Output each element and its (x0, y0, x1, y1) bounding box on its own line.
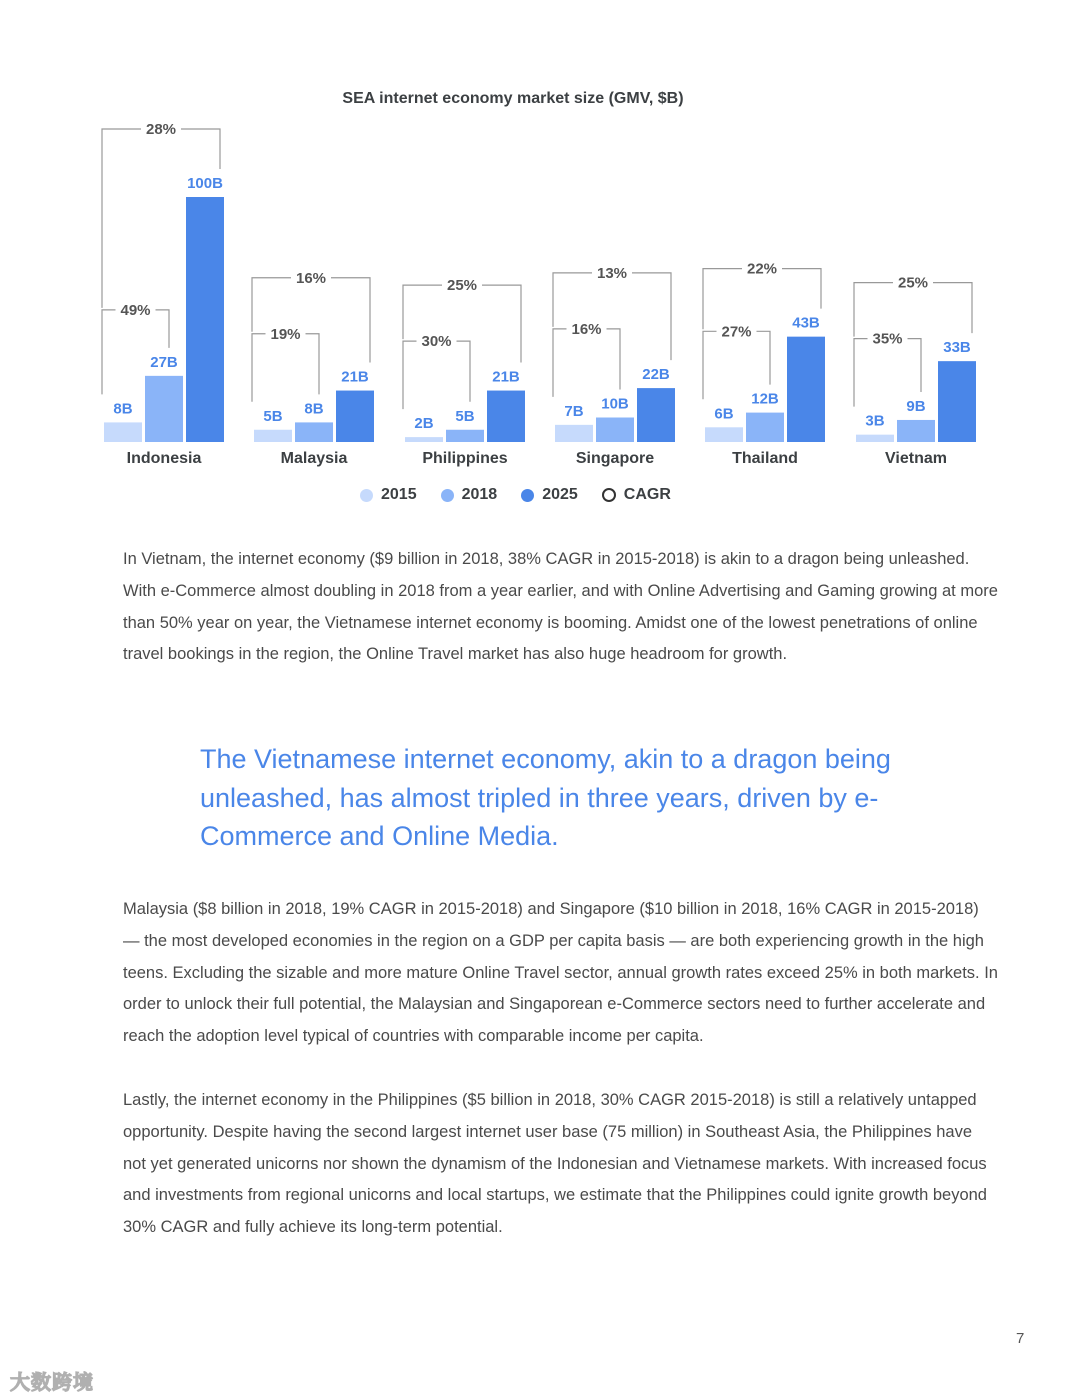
legend-swatch-2018 (441, 489, 454, 502)
cagr-bracket-right-2025-thailand (782, 269, 821, 309)
data-label-vietnam-2015: 3B (865, 412, 885, 430)
category-label-singapore: Singapore (575, 450, 655, 467)
cagr-bracket-right-2025-philippines (482, 285, 521, 362)
bar-philippines-2018 (446, 430, 484, 442)
bar-vietnam-2015 (856, 435, 894, 442)
cagr-bracket-right-2018-malaysia (306, 334, 320, 395)
data-label-malaysia-2025: 21B (341, 368, 369, 386)
bar-thailand-2025 (787, 337, 825, 442)
legend-label-2018: 2018 (461, 486, 498, 503)
legend-label-cagr: CAGR (623, 486, 671, 503)
cagr-bracket-right-2018-thailand (757, 331, 771, 384)
cagr-bracket-right-2018-singapore (607, 329, 621, 390)
cagr-bracket-left-2018-malaysia (252, 334, 266, 402)
data-label-malaysia-2018: 8B (304, 400, 324, 418)
cagr-bracket-right-2025-vietnam (933, 283, 972, 334)
cagr-label-2025-vietnam: 25% (897, 274, 929, 292)
category-label-philippines: Philippines (422, 450, 508, 467)
paragraph-vietnam: In Vietnam, the internet economy ($9 billion in 2018, 38% CAGR in 2015-2018) is akin to a dragon being unleashed. With e-Commerce almost doubling in 2018 from a year earlier, and with Online Advertising and Gaming growing at more than 50% year on year, the Vietnamese internet economy is booming. Amidst one of the lowest penetrations of online travel bookings in the region, the Online Travel market has also huge headroom for growth. (123, 550, 998, 664)
bar-philippines-2025 (487, 391, 525, 442)
legend-item-2025 (521, 486, 578, 504)
bar-singapore-2025 (637, 388, 675, 442)
cagr-label-2018-indonesia: 49% (120, 301, 151, 319)
chart-legend (360, 483, 671, 507)
data-label-vietnam-2025: 33B (943, 339, 971, 357)
page-number: 7 (1016, 1330, 1025, 1347)
bar-malaysia-2018 (295, 422, 333, 442)
legend-swatch-cagr (602, 488, 616, 502)
cagr-bracket-left-2018-singapore (553, 329, 567, 397)
cagr-bracket-left-2018-vietnam (854, 339, 868, 407)
cagr-bracket-left-2018-philippines (403, 341, 417, 409)
cagr-bracket-right-2018-indonesia (156, 310, 170, 348)
cagr-bracket-right-2025-singapore (632, 273, 671, 360)
cagr-bracket-left-2025-vietnam (854, 283, 893, 337)
bar-thailand-2018 (746, 413, 784, 442)
category-label-indonesia: Indonesia (126, 450, 202, 467)
legend-item-2015 (360, 486, 417, 504)
data-label-indonesia-2018: 27B (150, 353, 178, 371)
cagr-bracket-right-2018-vietnam (908, 339, 922, 392)
cagr-bracket-left-2025-singapore (553, 273, 592, 327)
bar-indonesia-2025 (186, 197, 224, 442)
legend-label-2015: 2015 (381, 486, 417, 503)
legend-label-2025: 2025 (542, 486, 578, 503)
category-label-malaysia: Malaysia (280, 450, 348, 467)
legend-item-2018 (441, 486, 498, 504)
data-label-indonesia-2025: 100B (187, 175, 223, 192)
bar-singapore-2015 (555, 425, 593, 442)
cagr-bracket-left-2025-thailand (703, 269, 742, 330)
cagr-label-2018-malaysia: 19% (270, 325, 301, 343)
cagr-label-2025-philippines: 25% (446, 277, 478, 295)
watermark-logo: 大数跨境 (10, 1372, 94, 1394)
bar-malaysia-2025 (336, 391, 374, 442)
cagr-bracket-right-2025-indonesia (181, 129, 220, 169)
data-label-thailand-2018: 12B (751, 390, 779, 408)
data-label-indonesia-2015: 8B (113, 400, 133, 418)
cagr-label-2018-singapore: 16% (571, 320, 602, 338)
legend-swatch-2015 (360, 489, 373, 502)
paragraph-malaysia-singapore: Malaysia ($8 billion in 2018, 19% CAGR in 2015-2018) and Singapore ($10 billion in 2018, 16% CAGR in 2015-2018) — the most developed economies in the region on a GDP per capita basis — are both experiencing growth in the high teens. Excluding the sizable and more mature Online Travel sector, annual growth rates exceed 25% in both markets. In order to unlock their full potential, the Malaysian and Singaporean e-Commerce sectors need to further accelerate and reach the adoption level typical of countries with comparable income per capita. (123, 900, 998, 1045)
data-label-philippines-2025: 21B (492, 368, 520, 386)
data-label-philippines-2015: 2B (414, 415, 434, 433)
data-label-vietnam-2018: 9B (906, 397, 926, 415)
data-label-singapore-2018: 10B (601, 395, 629, 413)
bar-thailand-2015 (705, 427, 743, 442)
cagr-bracket-left-2025-indonesia (102, 129, 141, 308)
cagr-bracket-right-2018-philippines (457, 341, 471, 402)
cagr-label-2025-singapore: 13% (596, 264, 628, 282)
data-label-philippines-2018: 5B (455, 407, 475, 425)
bar-vietnam-2018 (897, 420, 935, 442)
cagr-bracket-right-2025-malaysia (331, 278, 370, 363)
cagr-bracket-left-2025-malaysia (252, 278, 291, 332)
data-label-thailand-2015: 6B (714, 405, 734, 423)
bar-philippines-2015 (405, 437, 443, 442)
cagr-label-2025-thailand: 22% (746, 260, 778, 278)
bar-indonesia-2018 (145, 376, 183, 442)
bar-vietnam-2025 (938, 361, 976, 442)
cagr-label-2025-malaysia: 16% (295, 269, 327, 287)
bar-malaysia-2015 (254, 430, 292, 442)
cagr-label-2018-vietnam: 35% (872, 330, 903, 348)
data-label-singapore-2025: 22B (642, 366, 670, 384)
legend-item-cagr (602, 486, 671, 504)
chart-title: SEA internet economy market size (GMV, $B) (342, 90, 684, 107)
category-label-vietnam: Vietnam (885, 450, 947, 467)
data-label-thailand-2025: 43B (792, 314, 820, 332)
pull-quote: The Vietnamese internet economy, akin to a dragon being unleashed, has almost tripled in three years, driven by e-Commerce and Online Media. (200, 744, 891, 851)
category-label-thailand: Thailand (732, 450, 798, 467)
cagr-bracket-left-2018-indonesia (102, 310, 116, 395)
cagr-bracket-left-2018-thailand (703, 331, 717, 399)
cagr-label-2018-thailand: 27% (721, 323, 752, 341)
cagr-bracket-left-2025-philippines (403, 285, 442, 339)
cagr-label-2025-indonesia: 28% (145, 121, 177, 138)
bar-singapore-2018 (596, 418, 634, 443)
bar-indonesia-2015 (104, 422, 142, 442)
legend-swatch-2025 (521, 489, 534, 502)
data-label-singapore-2015: 7B (564, 402, 584, 420)
paragraph-philippines: Lastly, the internet economy in the Philippines ($5 billion in 2018, 30% CAGR 2015-2018) is still a relatively untapped opportunity. Despite having the second largest internet user base (75 million) in Southeast Asia, the Philippines have not yet generated unicorns nor shown the dynamism of the Indonesian and Vietnamese markets. With increased focus and investments from regional unicorns and local startups, we estimate that the Philippines could ignite growth beyond 30% CAGR and fully achieve its long-term potential. (123, 1091, 987, 1236)
data-label-malaysia-2015: 5B (263, 407, 283, 425)
bar-chart (0, 110, 1080, 480)
cagr-label-2018-philippines: 30% (421, 333, 452, 351)
